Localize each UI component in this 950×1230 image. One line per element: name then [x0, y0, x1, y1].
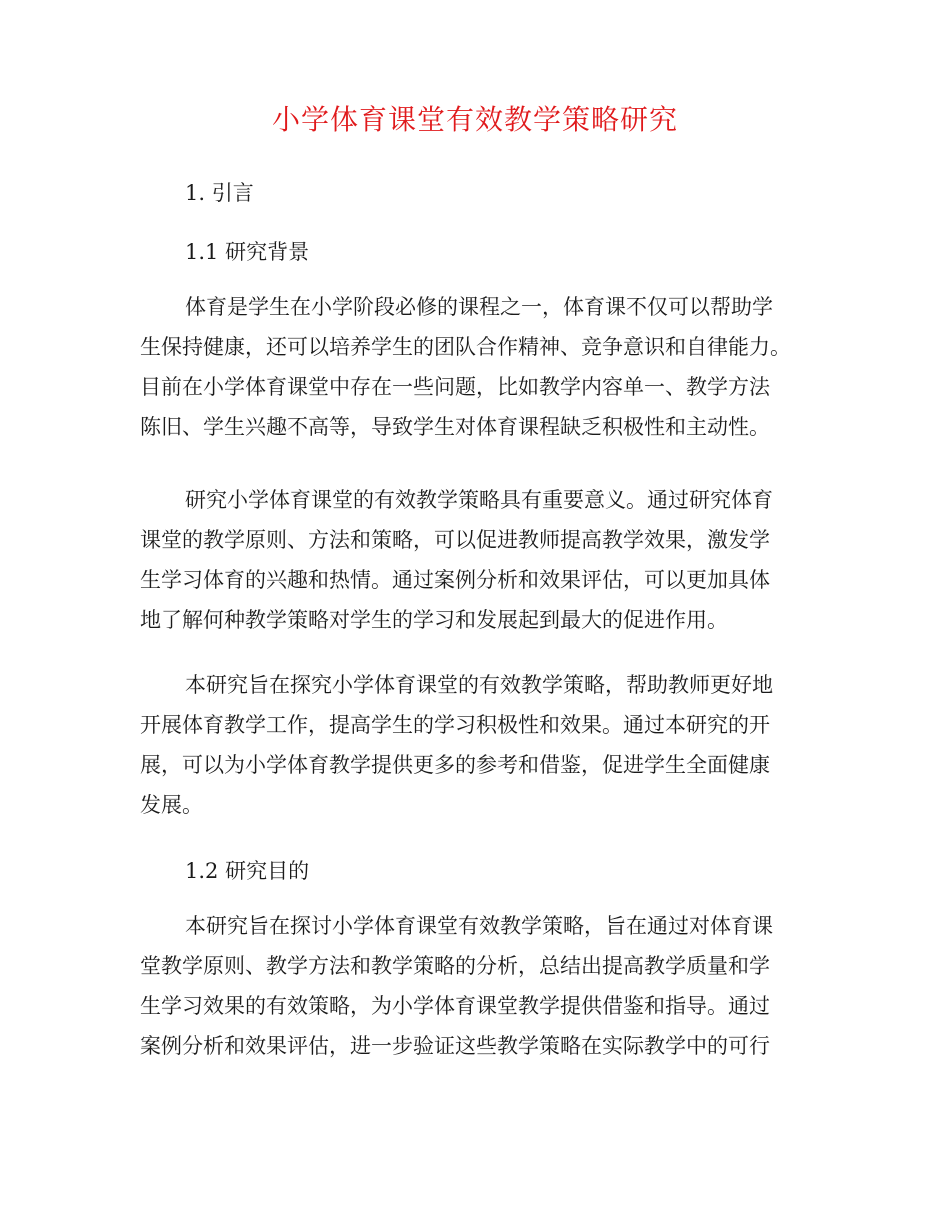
- paragraph-objective-1: [140, 906, 840, 1066]
- paragraph-line: 体育是学生在小学阶段必修的课程之一，体育课不仅可以帮助学: [185, 295, 773, 319]
- paragraph-line: 地了解何种教学策略对学生的学习和发展起到最大的促进作用。: [140, 608, 728, 632]
- paragraph-background-1: [140, 287, 840, 447]
- paragraph-line: 案例分析和效果评估，进一步验证这些教学策略在实际教学中的可行: [140, 1034, 770, 1058]
- paragraph-line: 研究小学体育课堂的有效教学策略具有重要意义。通过研究体育: [185, 488, 773, 512]
- section-heading-introduction: 1. 引言: [185, 181, 254, 205]
- paragraph-line: 展，可以为小学体育教学提供更多的参考和借鉴，促进学生全面健康: [140, 753, 770, 777]
- paragraph-line: 堂教学原则、教学方法和教学策略的分析，总结出提高教学质量和学: [140, 954, 770, 978]
- paragraph-line: 发展。: [140, 793, 203, 817]
- paragraph-line: 陈旧、学生兴趣不高等，导致学生对体育课程缺乏积极性和主动性。: [140, 415, 770, 439]
- paragraph-line: 本研究旨在探讨小学体育课堂有效教学策略，旨在通过对体育课: [185, 914, 773, 938]
- section-heading-objective: 1.2 研究目的: [185, 859, 310, 883]
- paragraph-line: 生学习效果的有效策略，为小学体育课堂教学提供借鉴和指导。通过: [140, 994, 770, 1018]
- paragraph-line: 生学习体育的兴趣和热情。通过案例分析和效果评估，可以更加具体: [140, 568, 770, 592]
- paragraph-line: 生保持健康，还可以培养学生的团队合作精神、竞争意识和自律能力。: [140, 335, 791, 359]
- paragraph-line: 课堂的教学原则、方法和策略，可以促进教师提高教学效果，激发学: [140, 528, 770, 552]
- paragraph-background-3: [140, 665, 840, 825]
- paragraph-line: 本研究旨在探究小学体育课堂的有效教学策略，帮助教师更好地: [185, 673, 773, 697]
- paragraph-line: 开展体育教学工作，提高学生的学习积极性和效果。通过本研究的开: [140, 713, 770, 737]
- section-heading-background: 1.1 研究背景: [185, 240, 310, 264]
- paragraph-background-2: [140, 480, 840, 640]
- paragraph-line: 目前在小学体育课堂中存在一些问题，比如教学内容单一、教学方法: [140, 375, 770, 399]
- document-title: 小学体育课堂有效教学策略研究: [271, 103, 678, 136]
